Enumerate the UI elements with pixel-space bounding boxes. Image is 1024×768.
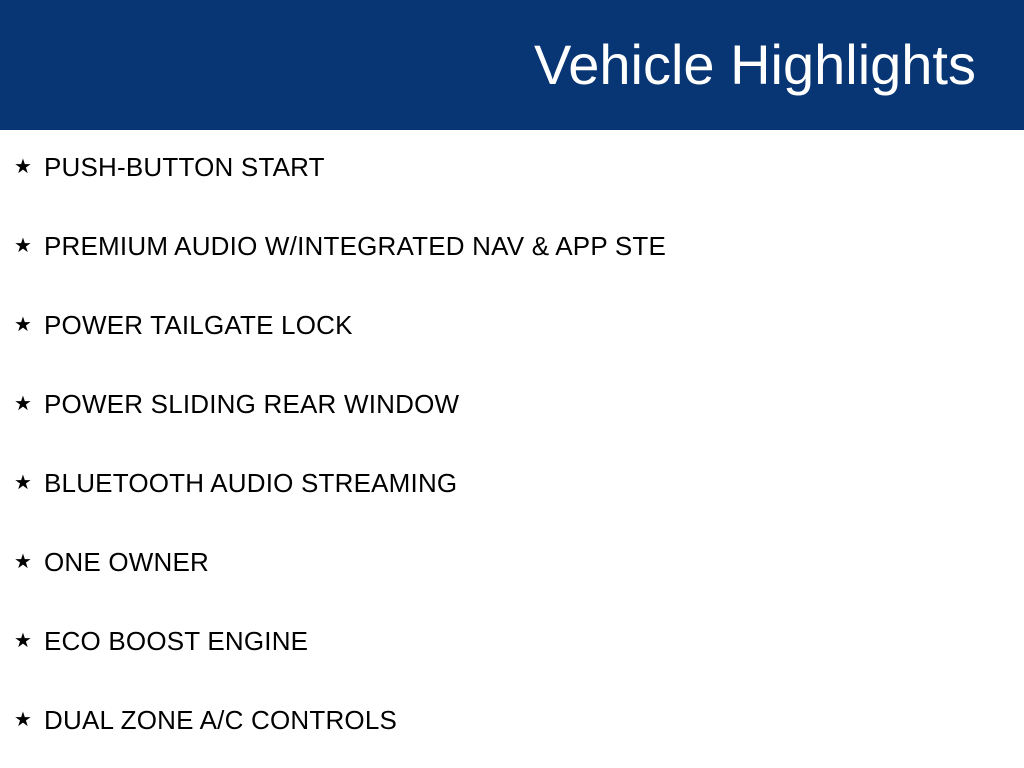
star-icon: ★ (14, 551, 32, 573)
list-item (0, 547, 1024, 626)
page-title: Vehicle Highlights (533, 33, 976, 97)
vehicle-highlights-list (0, 130, 1024, 768)
header-banner (0, 0, 1024, 130)
highlight-label: POWER SLIDING REAR WINDOW (44, 389, 460, 419)
list-item (0, 152, 1024, 231)
star-icon: ★ (14, 709, 32, 731)
list-item (0, 231, 1024, 310)
star-icon: ★ (14, 314, 32, 336)
highlight-label: PREMIUM AUDIO W/INTEGRATED NAV & APP STE (44, 231, 666, 261)
highlight-label: ECO BOOST ENGINE (44, 626, 309, 656)
star-icon: ★ (14, 393, 32, 415)
star-icon: ★ (14, 235, 32, 257)
highlight-label: PUSH-BUTTON START (44, 152, 325, 182)
highlight-label: POWER TAILGATE LOCK (44, 310, 353, 340)
star-icon: ★ (14, 630, 32, 652)
highlight-label: ONE OWNER (44, 547, 210, 577)
star-icon: ★ (14, 156, 32, 178)
highlight-label: BLUETOOTH AUDIO STREAMING (44, 468, 458, 498)
star-icon: ★ (14, 472, 32, 494)
list-item (0, 705, 1024, 768)
list-item (0, 389, 1024, 468)
highlight-label: DUAL ZONE A/C CONTROLS (44, 705, 398, 735)
list-item (0, 310, 1024, 389)
list-item (0, 626, 1024, 705)
list-item (0, 468, 1024, 547)
